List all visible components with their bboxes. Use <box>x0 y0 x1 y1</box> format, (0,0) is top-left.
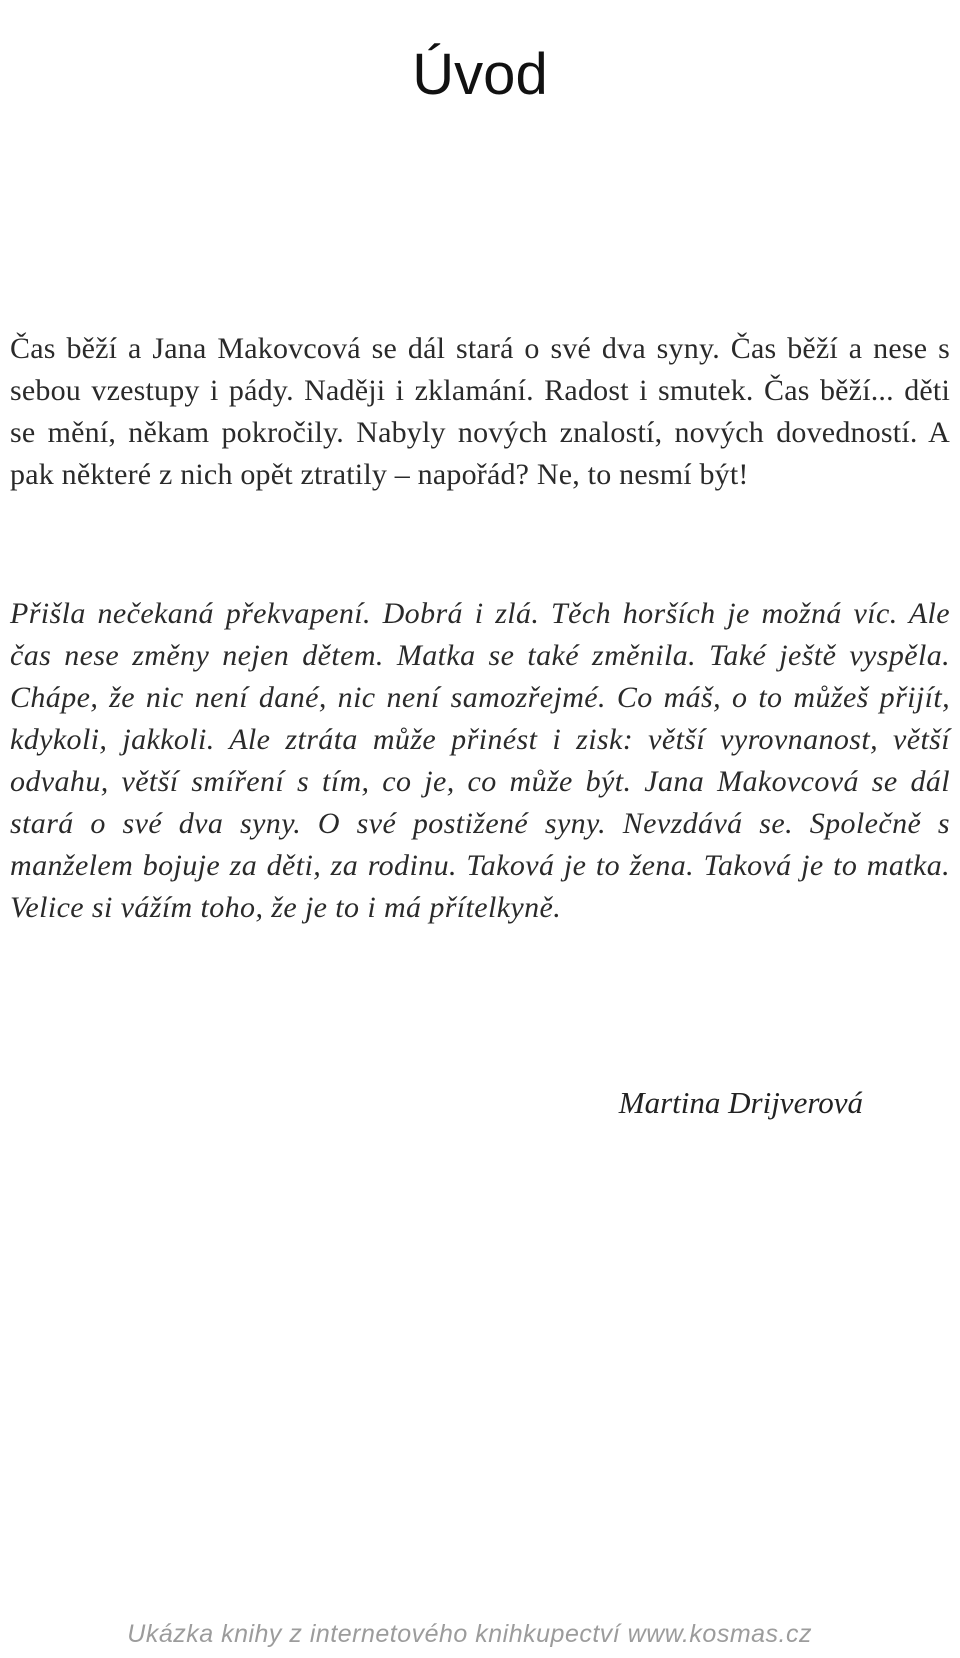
chapter-title: Úvod <box>412 41 548 107</box>
footer-watermark: Ukázka knihy z internetového knihkupectví www.kosmas.cz <box>127 1620 812 1648</box>
paragraph-1: Čas běží a Jana Makovcová se dál stará o své dva syny. Čas běží a nese s sebou vzestupy i pády. Naději i zklamání. Radost i smutek. Čas běží... děti se mění, někam pokročily. Nabyly nových znalostí, nových dovedností. A pak některé z nich opět ztratily – napořád? Ne, to nesmí být! <box>10 332 950 491</box>
paragraph-2: Přišla nečekaná překvapení. Dobrá i zlá. Těch horších je možná víc. Ale čas nese změny nejen dětem. Matka se také změnila. Také ještě vyspěla. Chápe, že nic není dané, nic není samozřejmé. Co máš, o to můžeš přijít, kdykoli, jakkoli. Ale ztráta může přinést i zisk: větší vyrovnanost, větší odvahu, větší smíření s tím, co je, co může být. Jana Makovcová se dál stará o své dva syny. O své postižené syny. Nevzdává se. Společně s manželem bojuje za děti, za rodinu. Taková je to žena. Taková je to matka. Velice si vážím toho, že je to i má přítelkyně. <box>10 597 950 924</box>
author-signature: Martina Drijverová <box>618 1085 863 1120</box>
